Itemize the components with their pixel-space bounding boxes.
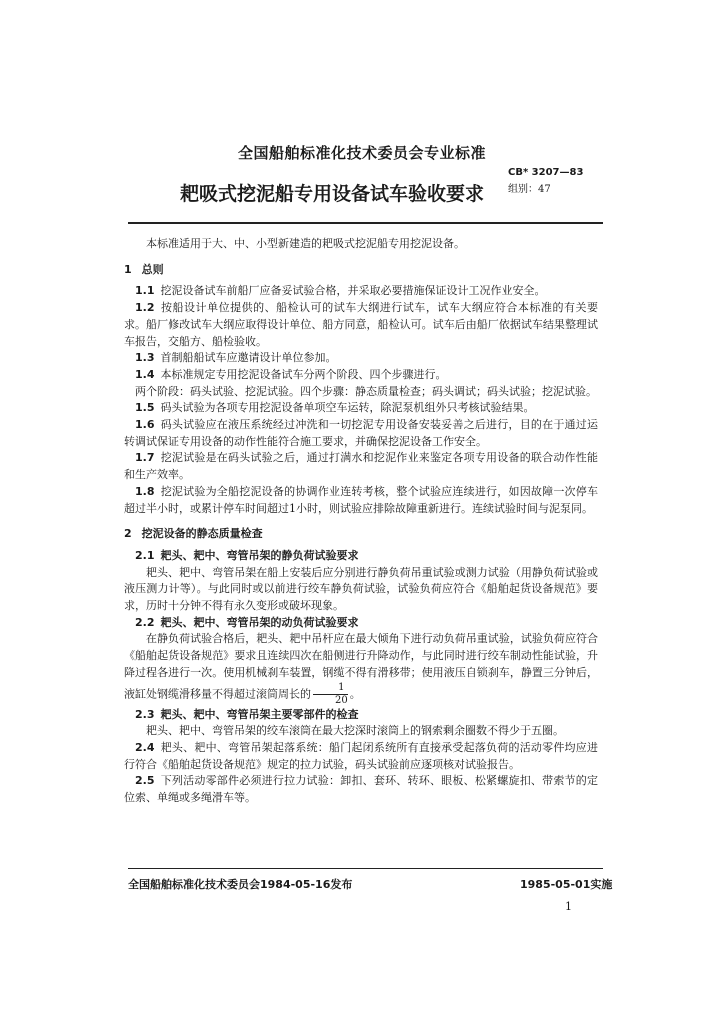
clause-text: 挖泥试验为全船挖泥设备的协调作业连转考核，整个试验应连续进行，如因故障一次停车超过半小时，或累计停车时间超过1小时，则试验应排除故障重新进行。连续试验时间与泥泵同。	[124, 484, 598, 515]
clause-text: 挖泥试验是在码头试验之后，通过打满水和挖泥作业来鉴定各项专用设备的联合动作性能和生产效率。	[124, 451, 598, 482]
issue-date: 全国船舶标准化技术委员会1984-05-16发布	[128, 878, 353, 891]
clause-number: 2.3	[135, 707, 155, 721]
page-number: 1	[565, 900, 572, 913]
section-title: 总则	[141, 262, 164, 276]
clause-1-4-cont	[124, 384, 598, 401]
clause-number: 1.7	[135, 451, 155, 465]
document-body	[124, 236, 598, 807]
clause-number: 1.3	[135, 351, 155, 365]
clause-1-6	[124, 417, 598, 450]
standard-number: CB* 3207—83	[508, 167, 584, 178]
clause-2-1-heading	[124, 548, 598, 565]
section-1-heading	[124, 262, 598, 279]
clause-1-4	[124, 367, 598, 384]
clause-text: 本标准规定专用挖泥设备试车分两个阶段、四个步骤进行。	[160, 367, 447, 381]
clause-number: 1.6	[135, 418, 155, 432]
clause-title: 耙头、耙中、弯管吊架的静负荷试验要求	[160, 548, 359, 562]
clause-1-3	[124, 350, 598, 367]
clause-2-5	[124, 773, 598, 806]
committee-heading: 全国船舶标准化技术委员会专业标准	[237, 144, 486, 162]
fraction	[313, 682, 348, 707]
clause-number: 2.2	[135, 615, 155, 629]
clause-number: 1.4	[135, 367, 155, 381]
document-title: 耙吸式挖泥船专用设备试车验收要求	[179, 183, 484, 205]
section-number: 2	[124, 527, 132, 541]
fraction-numerator: 1	[338, 681, 345, 693]
clause-number: 1.1	[135, 284, 155, 298]
clause-text: 按船设计单位提供的、船检认可的试车大纲进行试车，试车大纲应符合本标准的有关要求。船厂修改试车大纲应取得设计单位、船方同意，船检认可。试车后由船厂依据试车结果整理试车报告，交船方、船检验收。	[124, 301, 598, 348]
clause-2-2-text	[124, 631, 598, 706]
intro-paragraph: 本标准适用于大、中、小型新建造的耙吸式挖泥船专用挖泥设备。	[146, 237, 465, 250]
fraction-denominator: 20	[313, 694, 348, 707]
clause-2-3-heading	[124, 707, 598, 724]
clause-text: 首制船船试车应邀请设计单位参加。	[160, 351, 337, 365]
clause-1-2	[124, 300, 598, 350]
clause-text: 下列活动零部件必须进行拉力试验：卸扣、套环、转环、眼板、松紧螺旋扣、带索节的定位索、单绳或多绳滑车等。	[124, 774, 598, 805]
clause-number: 1.5	[135, 401, 155, 415]
section-2-heading	[124, 526, 598, 543]
clause-text-end: 。	[349, 687, 361, 701]
clause-1-1	[124, 283, 598, 300]
clause-text: 耙头、耙中、弯管吊架起落系统：船门起闭系统所有直接承受起落负荷的活动零件均应进行符合《船舶起货设备规范》规定的拉力试验，码头试验前应逐项核对试验报告。	[124, 740, 598, 771]
clause-1-8	[124, 484, 598, 517]
clause-number: 2.4	[135, 740, 155, 754]
clause-title: 耙头、耙中、弯管吊架主要零部件的检查	[160, 707, 359, 721]
section-title: 挖泥设备的静态质量检查	[141, 527, 263, 541]
clause-text: 码头试验应在液压系统经过冲洗和一切挖泥专用设备安装妥善之后进行，目的在于通过运转调试保证专用设备的动作性能符合施工要求，并确保挖泥设备工作安全。	[124, 418, 598, 448]
header-rule	[128, 222, 603, 224]
clause-text: 码头试验为各项专用挖泥设备单项空车运转，除泥泵机组外只考核试验结果。	[160, 401, 535, 415]
clause-1-5	[124, 400, 598, 417]
clause-title: 耙头、耙中、弯管吊架的动负荷试验要求	[160, 615, 359, 629]
class-number: 组别：47	[508, 184, 551, 195]
clause-2-2-heading	[124, 615, 598, 632]
clause-number: 1.8	[135, 484, 155, 498]
clause-text: 两个阶段：码头试验、挖泥试验。四个步骤：静态质量检查；码头调试；码头试验；挖泥试验。	[135, 384, 597, 398]
effective-date: 1985-05-01实施	[520, 878, 613, 891]
clause-1-7	[124, 450, 598, 483]
clause-number: 2.1	[135, 548, 155, 562]
clause-number: 2.5	[135, 774, 155, 788]
clause-2-3-text: 耙头、耙中、弯管吊架的绞车滚筒在最大挖深时滚筒上的钢索剩余圈数不得少于五圈。	[146, 724, 564, 738]
clause-text: 在静负荷试验合格后，耙头、耙中吊杆应在最大倾角下进行动负荷吊重试验，试验负荷应符合《船舶起货设备规范》要求且连续四次在船侧进行升降动作，与此同时进行绞车制动性能试验，升降过程各进行一次。使用机械刹车装置，钢缆不得有滑移带；使用液压自锁刹车，静置三分钟后，液缸处钢缆滑移量不得超过滚筒周长的	[124, 632, 598, 701]
clause-number: 1.2	[135, 301, 155, 315]
clause-2-1-text: 耙头、耙中、弯管吊架在船上安装后应分别进行静负荷吊重试验或测力试验（用静负荷试验或液压测力计等）。与此同时或以前进行绞车静负荷试验，试验负荷应符合《船舶起货设备规范》要求，历时十分钟不得有永久变形或破坏现象。	[124, 565, 598, 613]
section-number: 1	[124, 262, 132, 276]
clause-2-4	[124, 740, 598, 773]
footer-rule	[128, 868, 603, 869]
clause-text: 挖泥设备试车前船厂应备妥试验合格，并采取必要措施保证设计工况作业安全。	[160, 284, 546, 298]
